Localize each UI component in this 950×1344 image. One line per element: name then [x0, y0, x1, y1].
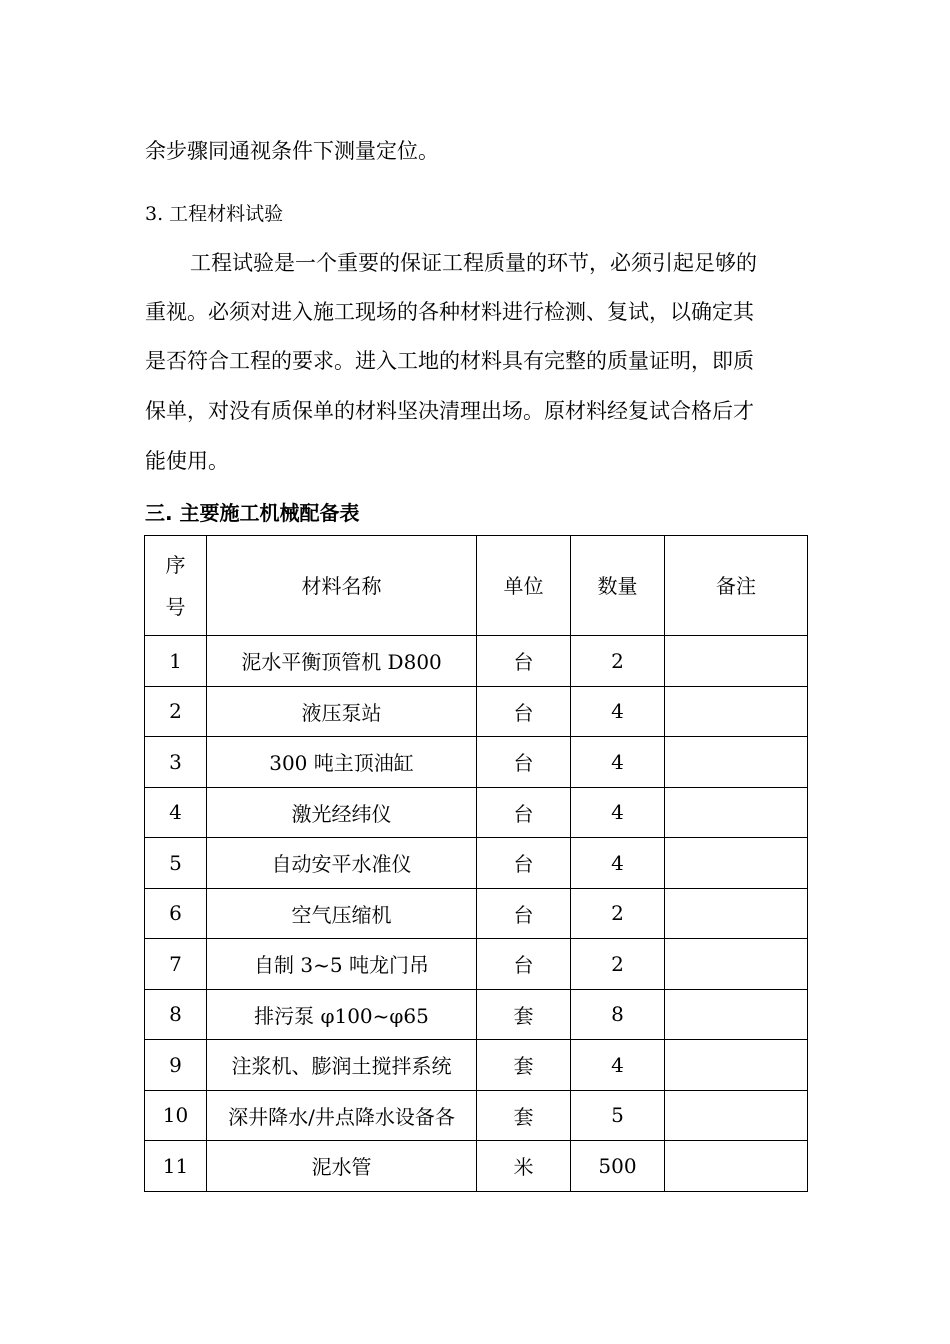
equipment-table [144, 535, 808, 1192]
cell-remark [665, 737, 808, 788]
cell-seq: 2 [145, 686, 207, 737]
cell-unit: 台 [477, 686, 571, 737]
cell-seq: 6 [145, 888, 207, 939]
cell-seq: 4 [145, 787, 207, 838]
cell-unit: 套 [477, 989, 571, 1040]
header-remark: 备注 [665, 536, 808, 636]
cell-unit: 台 [477, 838, 571, 889]
cell-name: 排污泵 φ100~φ65 [207, 989, 477, 1040]
cell-seq: 10 [145, 1090, 207, 1141]
cell-remark [665, 1040, 808, 1091]
cell-qty: 2 [571, 888, 665, 939]
cell-qty: 500 [571, 1141, 665, 1192]
table-row [145, 1090, 808, 1141]
table-row [145, 838, 808, 889]
cell-remark [665, 636, 808, 687]
cell-seq: 5 [145, 838, 207, 889]
cell-unit: 套 [477, 1040, 571, 1091]
cell-name: 液压泵站 [207, 686, 477, 737]
table-title: 三. 主要施工机械配备表 [145, 501, 360, 525]
cell-remark [665, 1141, 808, 1192]
header-seq-line: 序 [165, 552, 186, 577]
cell-remark [665, 838, 808, 889]
header-qty: 数量 [571, 536, 665, 636]
cell-name: 自动安平水准仪 [207, 838, 477, 889]
cell-qty: 2 [571, 636, 665, 687]
table-row [145, 939, 808, 990]
cell-remark [665, 787, 808, 838]
cell-unit: 台 [477, 787, 571, 838]
paragraph-line: 保单，对没有质保单的材料坚决清理出场。原材料经复试合格后才 [145, 399, 754, 423]
header-seq-line: 号 [165, 594, 186, 619]
cell-name: 深井降水/井点降水设备各 [207, 1090, 477, 1141]
cell-remark [665, 888, 808, 939]
cell-name: 300 吨主顶油缸 [207, 737, 477, 788]
paragraph-line: 能使用。 [145, 449, 229, 473]
cell-name: 空气压缩机 [207, 888, 477, 939]
cell-unit: 套 [477, 1090, 571, 1141]
cell-seq: 8 [145, 989, 207, 1040]
table-row [145, 636, 808, 687]
cell-qty: 4 [571, 838, 665, 889]
table-row [145, 686, 808, 737]
table-row [145, 989, 808, 1040]
cell-qty: 5 [571, 1090, 665, 1141]
continuation-text: 余步骤同通视条件下测量定位。 [145, 139, 439, 163]
cell-unit: 米 [477, 1141, 571, 1192]
cell-seq: 7 [145, 939, 207, 990]
header-seq [145, 536, 207, 636]
cell-qty: 2 [571, 939, 665, 990]
cell-name: 泥水管 [207, 1141, 477, 1192]
table-header-row [145, 536, 808, 636]
cell-remark [665, 686, 808, 737]
table-row [145, 1040, 808, 1091]
cell-unit: 台 [477, 888, 571, 939]
cell-seq: 1 [145, 636, 207, 687]
cell-name: 激光经纬仪 [207, 787, 477, 838]
cell-remark [665, 939, 808, 990]
cell-remark [665, 989, 808, 1040]
cell-unit: 台 [477, 939, 571, 990]
cell-seq: 9 [145, 1040, 207, 1091]
cell-seq: 3 [145, 737, 207, 788]
table-row [145, 737, 808, 788]
cell-name: 自制 3~5 吨龙门吊 [207, 939, 477, 990]
cell-name: 注浆机、膨润土搅拌系统 [207, 1040, 477, 1091]
table-row [145, 1141, 808, 1192]
paragraph-line: 重视。必须对进入施工现场的各种材料进行检测、复试，以确定其 [145, 300, 754, 324]
cell-name: 泥水平衡顶管机 D800 [207, 636, 477, 687]
cell-remark [665, 1090, 808, 1141]
section-heading: 3. 工程材料试验 [145, 203, 284, 225]
cell-unit: 台 [477, 636, 571, 687]
cell-seq: 11 [145, 1141, 207, 1192]
paragraph-line: 工程试验是一个重要的保证工程质量的环节，必须引起足够的 [190, 251, 757, 275]
cell-qty: 4 [571, 737, 665, 788]
cell-qty: 4 [571, 787, 665, 838]
cell-qty: 4 [571, 686, 665, 737]
cell-qty: 4 [571, 1040, 665, 1091]
cell-qty: 8 [571, 989, 665, 1040]
cell-unit: 台 [477, 737, 571, 788]
header-name: 材料名称 [207, 536, 477, 636]
paragraph-line: 是否符合工程的要求。进入工地的材料具有完整的质量证明，即质 [145, 349, 754, 373]
header-unit: 单位 [477, 536, 571, 636]
table-row [145, 787, 808, 838]
table-row [145, 888, 808, 939]
